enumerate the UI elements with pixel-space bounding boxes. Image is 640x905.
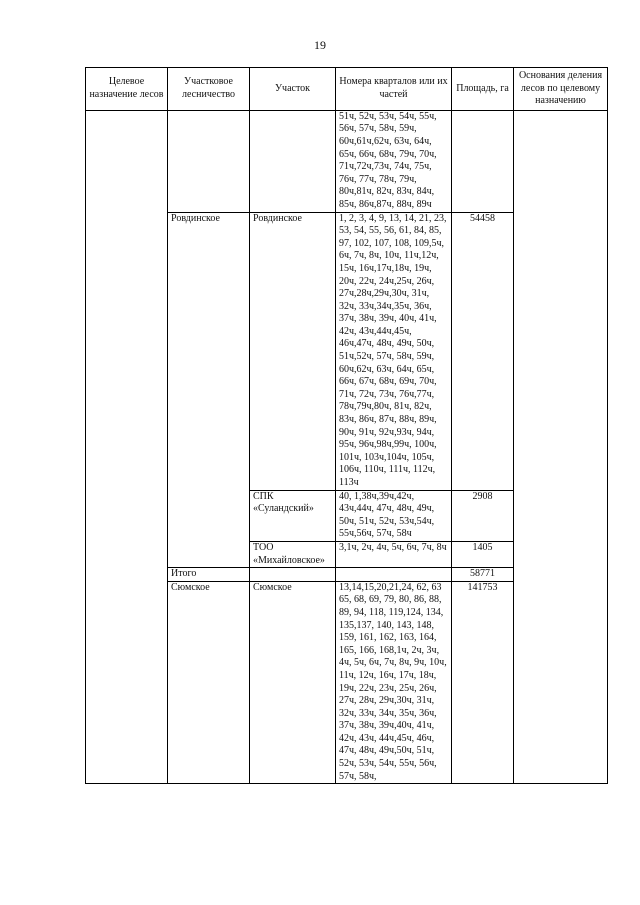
total-label: Итого [168,568,250,582]
purpose-cell [86,110,168,783]
forestry-cell [168,110,250,212]
area-cell: 54458 [452,212,514,490]
quarters-cell: 40, 1,38ч,39ч,42ч, 43ч,44ч, 47ч, 48ч, 49ч, 50ч, 51ч, 52ч, 53ч,54ч, 55ч,56ч, 57ч, 58ч [336,490,452,541]
header-area: Площадь, га [452,68,514,111]
area-cell: 1405 [452,541,514,567]
header-quarters: Номера кварталов или их частей [336,68,452,111]
quarters-cell [336,568,452,582]
page-number: 19 [314,38,326,52]
section-cell: СПК «Суландский» [250,490,336,541]
section-cell [250,110,336,212]
area-cell [452,110,514,212]
quarters-cell: 3,1ч, 2ч, 4ч, 5ч, 6ч, 7ч, 8ч [336,541,452,567]
header-forestry: Участковое лесничество [168,68,250,111]
section-cell: ТОО «Михайловское» [250,541,336,567]
quarters-cell: 1, 2, 3, 4, 9, 13, 14, 21, 23, 53, 54, 55, 56, 61, 84, 85, 97, 102, 107, 108, 109,5ч, 6ч, 7ч, 8ч, 10ч, 11ч,12ч, 15ч, 16ч,17ч,18ч, 19ч, 20ч, 22ч, 24ч,25ч, 26ч, 27ч,28ч,29ч,30ч, 31ч, 32ч, 33ч,34ч,35ч, 36ч, 37ч, 38ч, 39ч, 40ч, 41ч, 42ч, 43ч,44ч,45ч, 46ч,47ч, 48ч, 49ч, 50ч, 51ч,52ч, 57ч, 58ч, 59ч, 60ч,62ч, 63ч, 64ч, 65ч, 66ч, 67ч, 68ч, 69ч, 70ч, 71ч, 72ч, 73ч, 76ч,77ч, 78ч,79ч,80ч, 81ч, 82ч, 83ч, 86ч, 87ч, 88ч, 89ч, 90ч, 91ч, 92ч,93ч, 94ч, 95ч, 96ч,98ч,99ч, 100ч, 101ч, 103ч,104ч, 105ч, 106ч, 110ч, 111ч, 112ч, 113ч [336,212,452,490]
section-cell: Ровдинское [250,212,336,490]
header-row [86,68,608,111]
area-cell: 141753 [452,581,514,784]
header-purpose: Целевое назначение лесов [86,68,168,111]
section-cell: Сюмское [250,581,336,784]
forest-purpose-table [85,67,608,784]
table-row [86,110,608,212]
header-basis: Основания деления лесов по целевому назначению [514,68,608,111]
basis-cell [514,110,608,783]
section-cell [250,568,336,582]
header-section: Участок [250,68,336,111]
quarters-cell: 13,14,15,20,21,24, 62, 63 65, 68, 69, 79, 80, 86, 88, 89, 94, 118, 119,124, 134, 135,137, 140, 143, 148, 159, 161, 162, 163, 164, 165, 166, 168,1ч, 2ч, 3ч, 4ч, 5ч, 6ч, 7ч, 8ч, 9ч, 10ч, 11ч, 12ч, 16ч, 17ч, 18ч, 19ч, 22ч, 23ч, 25ч, 26ч, 27ч, 28ч, 29ч,30ч, 31ч, 32ч, 33ч, 34ч, 35ч, 36ч, 37ч, 38ч, 39ч,40ч, 41ч, 42ч, 43ч, 44ч,45ч, 46ч, 47ч, 48ч, 49ч,50ч, 51ч, 52ч, 53ч, 54ч, 55ч, 56ч, 57ч, 58ч, [336,581,452,784]
forestry-cell: Ровдинское [168,212,250,568]
area-cell: 2908 [452,490,514,541]
forestry-cell: Сюмское [168,581,250,784]
total-area: 58771 [452,568,514,582]
quarters-cell: 51ч, 52ч, 53ч, 54ч, 55ч, 56ч, 57ч, 58ч, 59ч, 60ч,61ч,62ч, 63ч, 64ч, 65ч, 66ч, 68ч, 79ч, 70ч, 71ч,72ч,73ч, 74ч, 75ч, 76ч, 77ч, 78ч, 79ч, 80ч,81ч, 82ч, 83ч, 84ч, 85ч, 86ч,87ч, 88ч, 89ч [336,110,452,212]
